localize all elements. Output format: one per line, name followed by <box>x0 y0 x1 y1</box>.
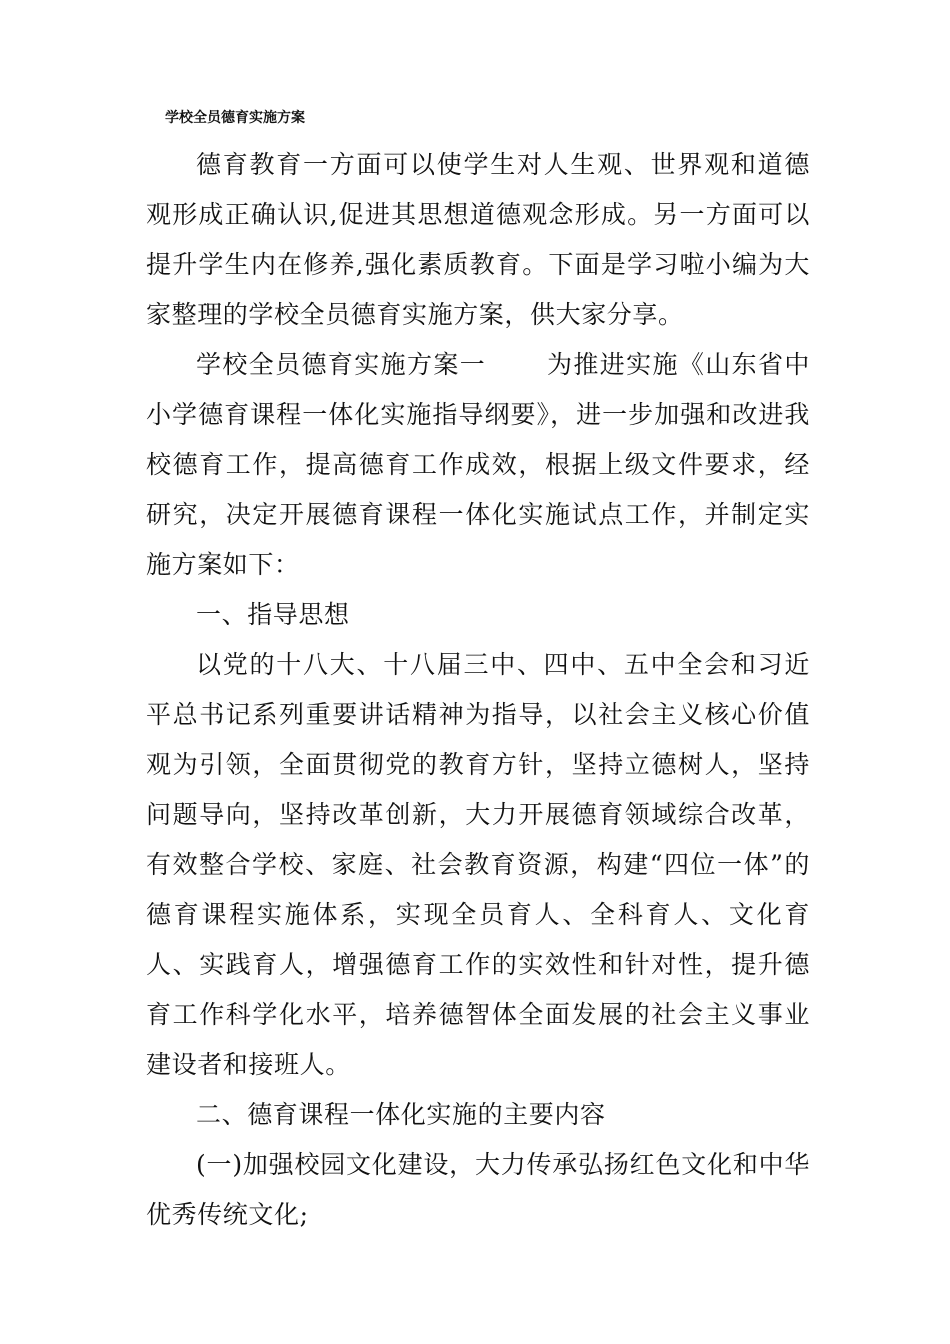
section-heading-main-content: 二、德育课程一体化实施的主要内容 <box>196 1100 606 1129</box>
plan-one-paragraph <box>146 340 810 590</box>
document-body <box>146 140 810 1240</box>
plan-one-label: 学校全员德育实施方案一 <box>196 350 487 379</box>
intro-paragraph: 德育教育一方面可以使学生对人生观、世界观和道德观形成正确认识,促进其思想道德观念形成。另一方面可以提升学生内在修养,强化素质教育。下面是学习啦小编为大家整理的学校全员德育实施方案，供大家分享。 <box>146 150 810 329</box>
plan-one-text: 为推进实施《山东省中小学德育课程一体化实施指导纲要》，进一步加强和改进我校德育工作，提高德育工作成效，根据上级文件要求，经研究，决定开展德育课程一体化实施试点工作，并制定实施方案如下： <box>146 350 810 579</box>
guiding-thought-paragraph: 以党的十八大、十八届三中、四中、五中全会和习近平总书记系列重要讲话精神为指导，以社会主义核心价值观为引领，全面贯彻党的教育方针，坚持立德树人，坚持问题导向，坚持改革创新，大力开展德育领域综合改革，有效整合学校、家庭、社会教育资源，构建“四位一体”的德育课程实施体系，实现全员育人、全科育人、文化育人、实践育人，增强德育工作的实效性和针对性，提升德育工作科学化水平，培养德智体全面发展的社会主义事业建设者和接班人。 <box>146 650 810 1079</box>
document-title: 学校全员德育实施方案 <box>165 110 305 126</box>
section-heading-guiding-thought: 一、指导思想 <box>196 600 350 629</box>
main-content-item-one: (一)加强校园文化建设，大力传承弘扬红色文化和中华优秀传统文化; <box>146 1150 810 1229</box>
